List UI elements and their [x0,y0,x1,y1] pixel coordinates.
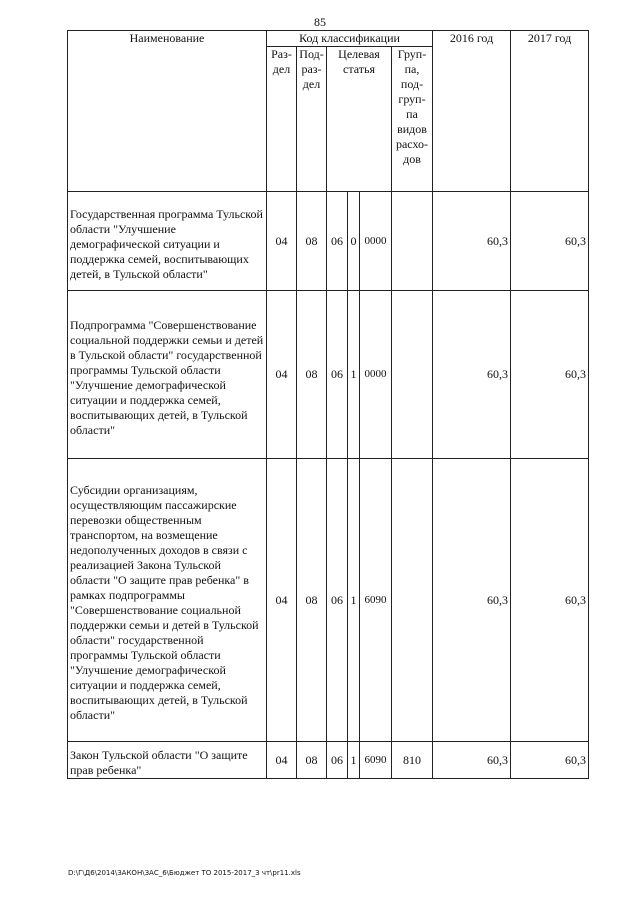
header-year-2017: 2017 год [511,31,589,192]
row-section: 04 [267,459,297,742]
row-code-b: 1 [348,291,360,459]
row-code-c: 6090 [360,459,392,742]
row-amount-2017: 60,3 [511,192,589,291]
row-amount-2016: 60,3 [433,742,511,779]
row-expense-type [392,291,433,459]
row-code-c: 0000 [360,291,392,459]
header-year-2016: 2016 год [433,31,511,192]
row-amount-2017: 60,3 [511,291,589,459]
row-expense-type [392,459,433,742]
table-row [68,742,589,779]
table-row [68,291,589,459]
row-name: Государственная программа Тульской области "Улучшение демографической ситуации и поддержка семей, воспитывающих детей, в Тульской области" [68,192,267,291]
row-amount-2016: 60,3 [433,192,511,291]
row-amount-2016: 60,3 [433,459,511,742]
row-code-b: 0 [348,192,360,291]
header-expense-group: Груп- па, под- груп- па видов расхо- дов [392,47,433,192]
header-name: Наименование [68,31,267,192]
budget-table [67,30,589,779]
row-subsection: 08 [297,459,327,742]
row-amount-2016: 60,3 [433,291,511,459]
header-section: Раз- дел [267,47,297,192]
row-name: Субсидии организациям, осуществляющим пассажирские перевозки общественным транспортом, на возмещение недополученных доходов в связи с реализацией Закона Тульской области "О защите прав ребенка" в рамках подпрограммы "Совершенствование социальной поддержки семьи и детей в Тульской области" государственной программы Тульской области "Улучшение демографической ситуации и поддержка семей, воспитывающих детей, в Тульской области" [68,459,267,742]
row-code-a: 06 [327,192,348,291]
row-section: 04 [267,742,297,779]
header-subsection: Под- раз- дел [297,47,327,192]
row-code-a: 06 [327,291,348,459]
row-name: Подпрограмма "Совершенствование социальной поддержки семьи и детей в Тульской области" государственной программы Тульской области "Улучшение демографической ситуации и поддержка семей, воспитывающих детей, в Тульской области" [68,291,267,459]
row-code-c: 0000 [360,192,392,291]
row-name: Закон Тульской области "О защите прав ребенка" [68,742,267,779]
table-row [68,192,589,291]
row-amount-2017: 60,3 [511,459,589,742]
row-code-b: 1 [348,459,360,742]
row-subsection: 08 [297,192,327,291]
row-subsection: 08 [297,291,327,459]
row-code-c: 6090 [360,742,392,779]
row-amount-2017: 60,3 [511,742,589,779]
row-code-a: 06 [327,742,348,779]
page-number: 85 [314,15,326,29]
footer-file-path: D:\Г\Д6\2014\ЗАКОН\ЗАС_6\Бюджет ТО 2015-2017_3 чт\pr11.xls [68,869,301,877]
header-classification: Код классификации [267,31,433,47]
table-row [68,459,589,742]
row-code-a: 06 [327,459,348,742]
row-section: 04 [267,291,297,459]
header-target-article: Целевая статья [327,47,392,192]
row-code-b: 1 [348,742,360,779]
row-expense-type [392,192,433,291]
row-subsection: 08 [297,742,327,779]
row-expense-type: 810 [392,742,433,779]
row-section: 04 [267,192,297,291]
header-row-top [68,31,589,47]
